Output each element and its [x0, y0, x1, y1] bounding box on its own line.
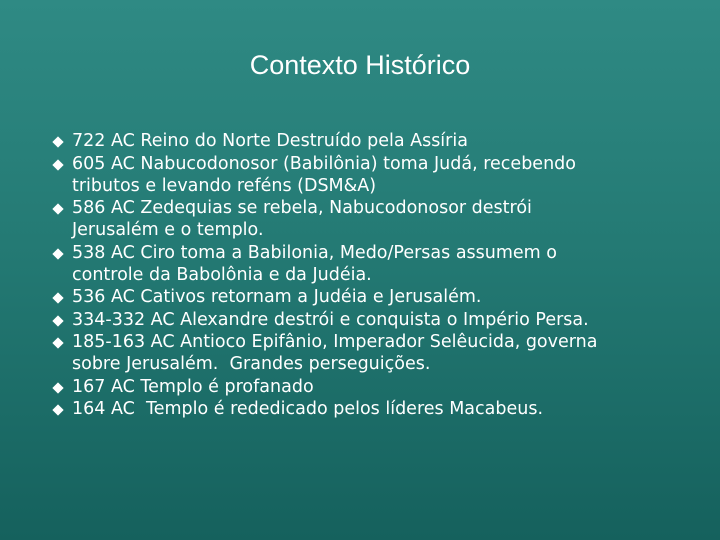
bullet-item [54, 197, 694, 241]
bullet-item [54, 309, 694, 331]
bullet-text: 538 AC Ciro toma a Babilonia, Medo/Persas assumem o [72, 242, 558, 263]
bullet-item [54, 153, 694, 197]
bullet-text-continuation: Jerusalém e o templo. [72, 220, 264, 240]
bullet-text: 334-332 AC Alexandre destrói e conquista o Império Persa. [72, 309, 589, 330]
diamond-bullet-icon [52, 248, 63, 259]
bullet-item [54, 331, 694, 375]
bullet-text: 164 AC Templo é rededicado pelos líderes Macabeus. [72, 399, 544, 419]
bullet-text: 586 AC Zedequias se rebela, Nabucodonosor destrói [72, 198, 532, 218]
bullet-text: 536 AC Cativos retornam a Judéia e Jerusalém. [72, 287, 482, 307]
diamond-bullet-icon [52, 203, 63, 214]
diamond-bullet-icon [52, 404, 63, 415]
diamond-bullet-icon [52, 159, 63, 170]
diamond-bullet-icon [52, 315, 63, 326]
diamond-bullet-icon [52, 292, 63, 303]
bullet-text-continuation: controle da Babolônia e da Judéia. [72, 264, 372, 285]
diamond-bullet-icon [52, 382, 63, 393]
slide-title: Contexto Histórico [249, 50, 471, 80]
bullet-text: 605 AC Nabucodonosor (Babilônia) toma Judá, recebendo [72, 153, 576, 174]
bullet-item [54, 130, 694, 152]
diamond-bullet-icon [52, 136, 63, 147]
bullet-list [54, 130, 694, 421]
diamond-bullet-icon [52, 337, 63, 348]
bullet-item [54, 376, 694, 398]
bullet-text: 167 AC Templo é profanado [72, 376, 314, 397]
bullet-text-continuation: sobre Jerusalém. Grandes perseguições. [72, 354, 431, 374]
bullet-text: 722 AC Reino do Norte Destruído pela Assíria [72, 131, 468, 151]
bullet-item [54, 242, 694, 286]
bullet-item [54, 398, 694, 420]
bullet-text: 185-163 AC Antioco Epifânio, Imperador Selêucida, governa [72, 332, 598, 352]
bullet-item [54, 286, 694, 308]
bullet-text-continuation: tributos e levando reféns (DSM&A) [72, 175, 377, 196]
